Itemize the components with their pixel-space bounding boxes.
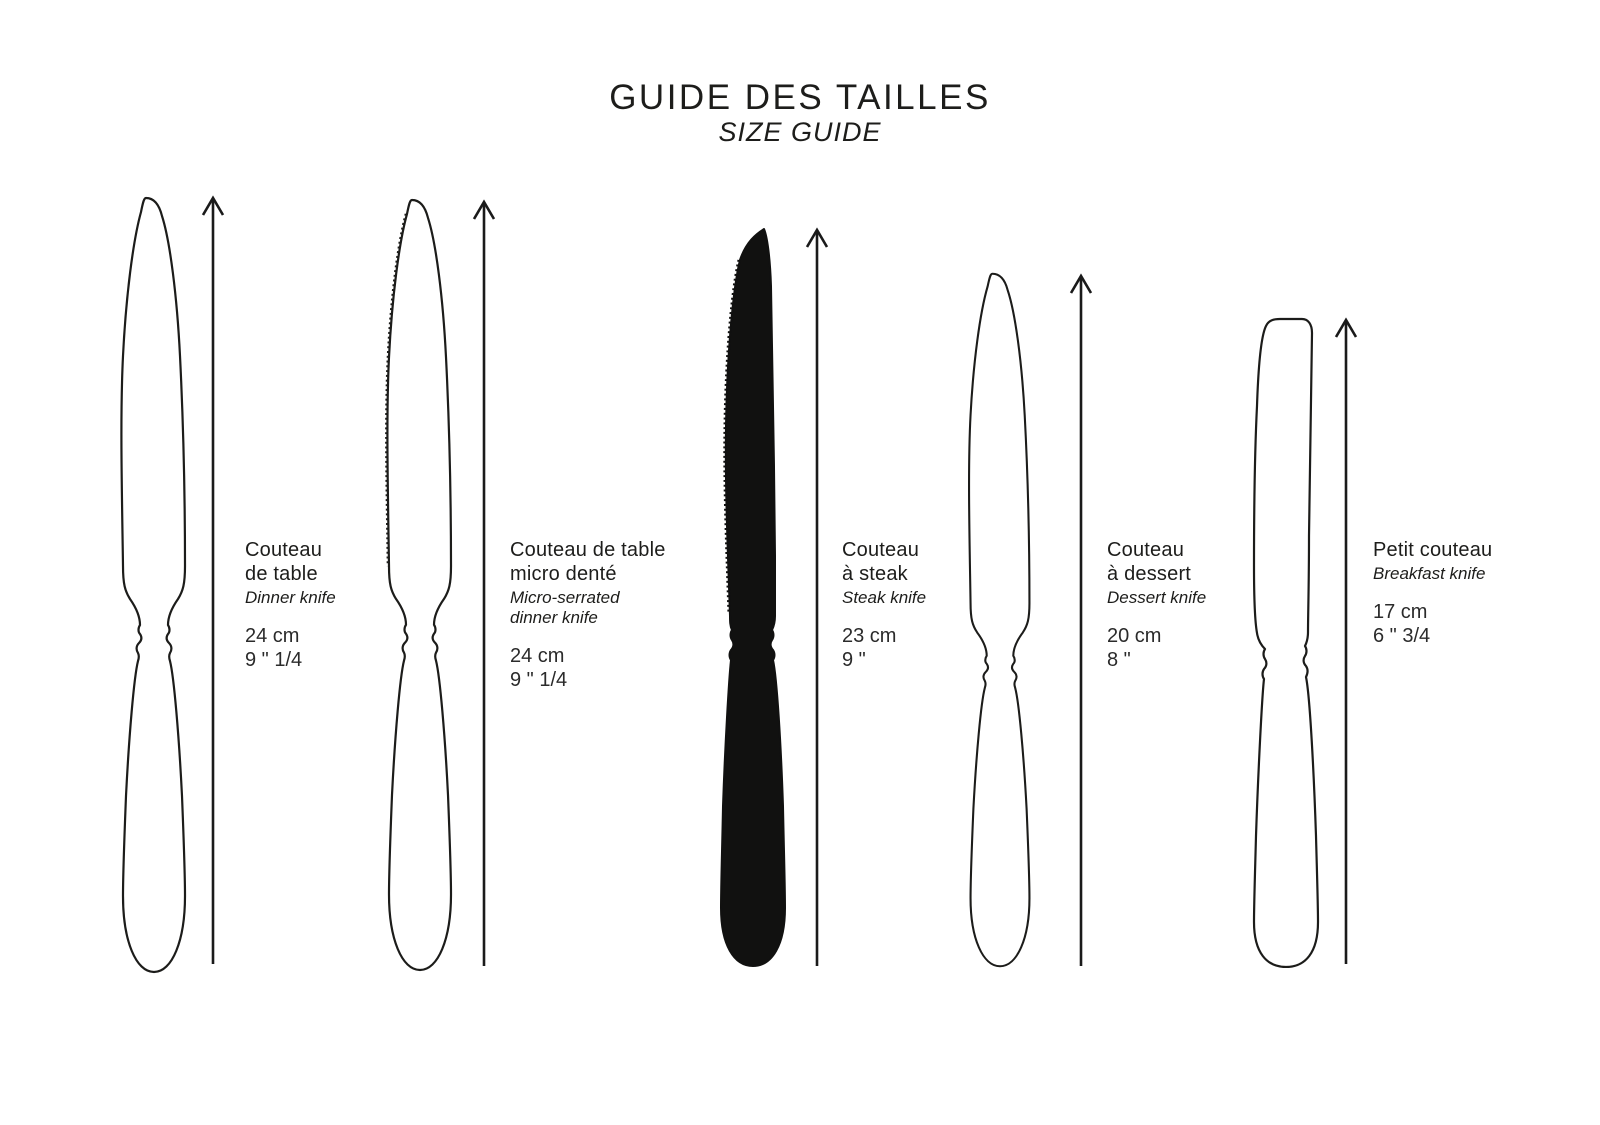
knife-size-cm: 24 cm	[245, 625, 300, 647]
knife-name-fr: Couteau	[1107, 539, 1185, 561]
height-arrow	[1331, 316, 1361, 966]
steak-knife-illustration	[714, 226, 792, 968]
knife-size-inches: 9 " 1/4	[245, 649, 303, 671]
knife-name-fr: Couteau	[245, 539, 323, 561]
knife-name-en: Breakfast knife	[1373, 564, 1486, 583]
knife-label	[1373, 538, 1600, 648]
knife-name-fr: micro denté	[510, 563, 617, 585]
dinner-knife-illustration	[114, 196, 194, 974]
knife-size-inches: 9 " 1/4	[510, 669, 568, 691]
height-arrow	[1066, 272, 1096, 968]
knife-name-fr: Couteau	[842, 539, 920, 561]
dessert-knife-illustration	[962, 272, 1038, 968]
knife-name-en: Dessert knife	[1107, 588, 1207, 607]
knife-name-en: Dinner knife	[245, 588, 336, 607]
knife-size-cm: 20 cm	[1107, 625, 1162, 647]
knife-name-fr: de table	[245, 563, 318, 585]
knife-size-inches: 9 "	[842, 649, 866, 671]
knife-size-inches: 6 " 3/4	[1373, 625, 1431, 647]
height-arrow	[469, 198, 499, 968]
page-title: GUIDE DES TAILLES	[609, 78, 991, 117]
knife-size-cm: 17 cm	[1373, 601, 1428, 623]
micro-serrated-knife-illustration	[380, 198, 460, 972]
knife-name-fr: Couteau de table	[510, 539, 666, 561]
knife-sizes	[510, 644, 740, 692]
knife-name-en: Steak knife	[842, 588, 927, 607]
breakfast-knife-illustration	[1246, 316, 1322, 968]
page-subtitle: SIZE GUIDE	[718, 117, 882, 147]
knife-name-en: dinner knife	[510, 608, 598, 627]
knife-size-inches: 8 "	[1107, 649, 1131, 671]
knife-name-fr: à dessert	[1107, 563, 1192, 585]
knife-sizes	[1373, 600, 1600, 648]
knife-name-fr: à steak	[842, 563, 908, 585]
knife-size-cm: 23 cm	[842, 625, 897, 647]
knife-size-cm: 24 cm	[510, 645, 565, 667]
knife-name-fr: Petit couteau	[1373, 539, 1493, 561]
knife-name-en: Micro-serrated	[510, 588, 620, 607]
height-arrow	[802, 226, 832, 968]
knife-label	[510, 538, 740, 692]
height-arrow	[198, 194, 228, 966]
